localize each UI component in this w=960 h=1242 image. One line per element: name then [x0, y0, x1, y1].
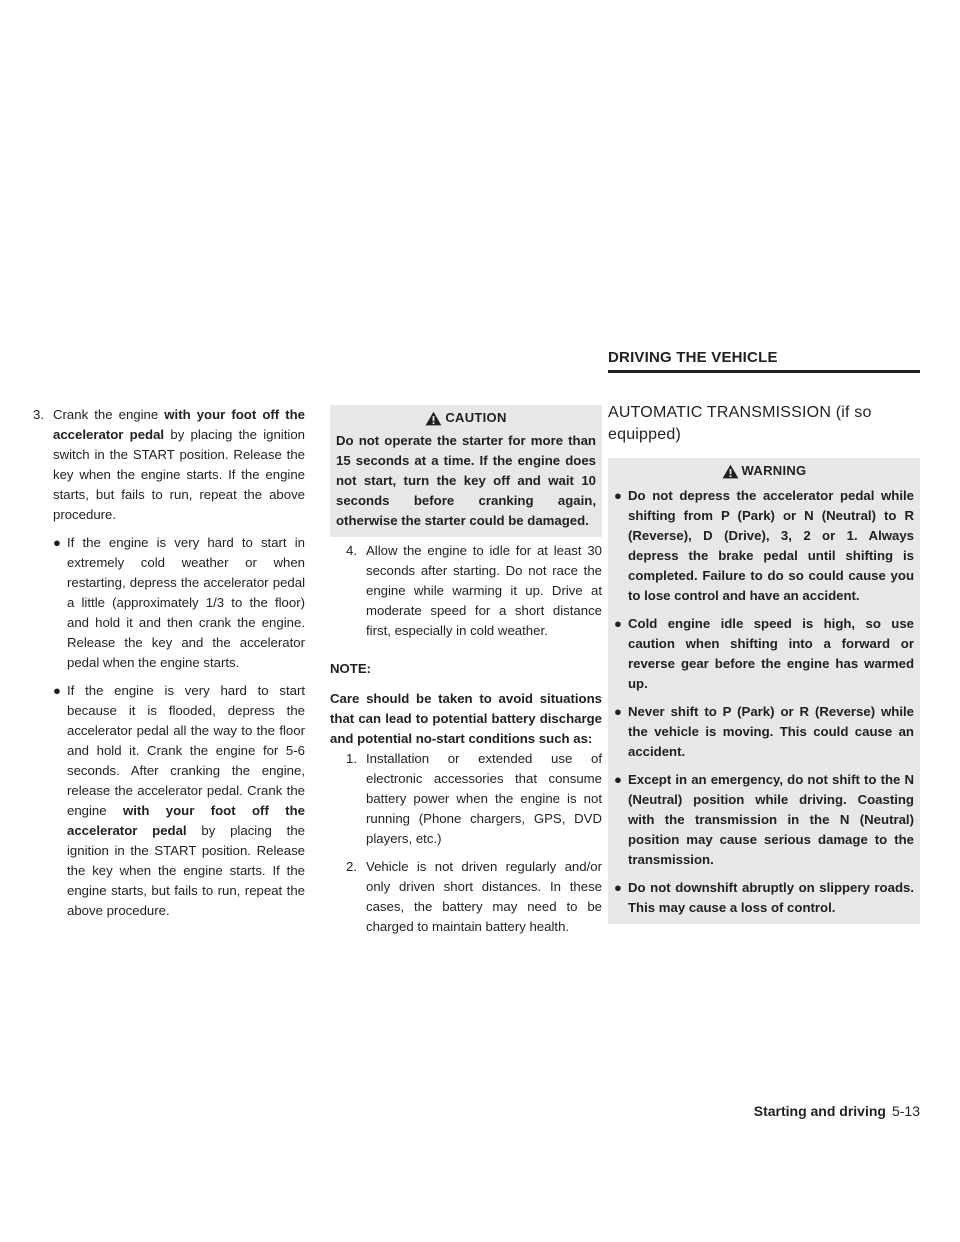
bullet-icon: ●	[53, 683, 61, 698]
note-number: 1.	[346, 751, 357, 766]
bullet-icon: ●	[614, 488, 622, 503]
footer-title: Starting and driving	[753, 1103, 886, 1119]
warning-item-text: Cold engine idle speed is high, so use caution when shifting into a forward or reverse gear before the engine has warmed up.	[628, 616, 914, 691]
bullet-item	[53, 533, 305, 673]
warning-list	[614, 486, 914, 918]
warning-title: WARNING	[741, 463, 807, 478]
warning-triangle-icon	[425, 411, 442, 426]
caution-box	[330, 405, 602, 537]
subsection-heading: AUTOMATIC TRANSMISSION (if so equipped)	[608, 404, 872, 443]
step-number: 3.	[33, 407, 44, 422]
step-4	[346, 541, 602, 641]
warning-item-text: Except in an emergency, do not shift to the N (Neutral) position while driving. Coasting with the transmission in the N (Neutral) position may cause serious damage to the transmission.	[628, 772, 914, 867]
column-2	[330, 405, 602, 937]
column-3	[608, 402, 920, 924]
bullet-icon: ●	[614, 616, 622, 631]
bullet-icon: ●	[614, 704, 622, 719]
page-number: 5-13	[891, 1103, 920, 1119]
step-3	[33, 405, 305, 525]
bullet-icon: ●	[614, 880, 622, 895]
warning-item	[614, 486, 914, 606]
warning-item-text: Do not downshift abruptly on slippery roads. This may cause a loss of control.	[628, 880, 914, 915]
note-item-text: Installation or extended use of electronic accessories that consume battery power when the engine is not running (Phone chargers, GPS, DVD players, etc.)	[366, 751, 602, 846]
step-text: Allow the engine to idle for at least 30 seconds after starting. Do not race the engine while warming it up. Drive at moderate speed for a short distance first, especially in cold weather.	[366, 543, 602, 638]
warning-item	[614, 878, 914, 918]
warning-item	[614, 702, 914, 762]
bullet-item	[53, 681, 305, 921]
step-text	[53, 405, 305, 525]
page-footer	[700, 1103, 920, 1119]
note-label: NOTE:	[330, 661, 372, 676]
warning-triangle-icon	[722, 464, 739, 479]
bullet-icon: ●	[53, 535, 61, 550]
bullet-text-part: If the engine is very hard to start because it is flooded, depress the accelerator pedal all the way to the floor and hold it. Crank the engine for 5-6 seconds. After cranking the engine, release the accelerator pedal. Crank the engine	[67, 683, 305, 818]
warning-item	[614, 770, 914, 870]
step-text-bold: with your foot off the accelerator pedal	[53, 407, 305, 442]
warning-item-text: Do not depress the accelerator pedal while shifting from P (Park) or N (Neutral) to R (Reverse), D (Drive), 3, 2 or 1. Always depress the brake pedal until shifting is completed. Failure to do so could cause you to lose control and have an accident.	[628, 488, 914, 603]
caution-text: Do not operate the starter for more than 15 seconds at a time. If the engine does not start, turn the key off and wait 10 seconds before cranking again, otherwise the starter could be damaged.	[336, 433, 596, 528]
note-number: 2.	[346, 859, 357, 874]
note-item	[346, 857, 602, 937]
step-text-part: by placing the ignition switch in the START position. Release the key when the engine starts. If the engine starts, but fails to run, repeat the above procedure.	[53, 427, 305, 522]
section-title: DRIVING THE VEHICLE	[608, 349, 920, 373]
step-text-part: Crank the engine	[53, 407, 165, 422]
warning-box	[608, 458, 920, 924]
bullet-text-bold: with your foot off the accelerator pedal	[67, 803, 306, 838]
warning-item	[614, 614, 914, 694]
caution-title: CAUTION	[445, 410, 507, 425]
column-1	[33, 405, 305, 921]
bullet-icon: ●	[614, 772, 622, 787]
note-item	[346, 749, 602, 849]
bullet-text	[67, 681, 305, 921]
step-number: 4.	[346, 543, 357, 558]
bullet-text-part: by placing the ignition in the START position. Release the key when the engine starts. If the engine starts, but fails to run, repeat the above procedure.	[67, 823, 305, 918]
bullet-text: If the engine is very hard to start in extremely cold weather or when restarting, depress the accelerator pedal a little (approximately 1/3 to the floor) and hold it and then crank the engine. Release the key and the accelerator pedal when the engine starts.	[67, 535, 305, 670]
note-item-text: Vehicle is not driven regularly and/or only driven short distances. In these cases, the battery may need to be charged to maintain battery health.	[366, 859, 602, 934]
warning-item-text: Never shift to P (Park) or R (Reverse) while the vehicle is moving. This could cause an accident.	[628, 704, 914, 759]
warning-header	[614, 458, 914, 484]
note-text: Care should be taken to avoid situations that can lead to potential battery discharge and potential no-start conditions such as:	[330, 691, 602, 746]
caution-header	[336, 405, 596, 431]
